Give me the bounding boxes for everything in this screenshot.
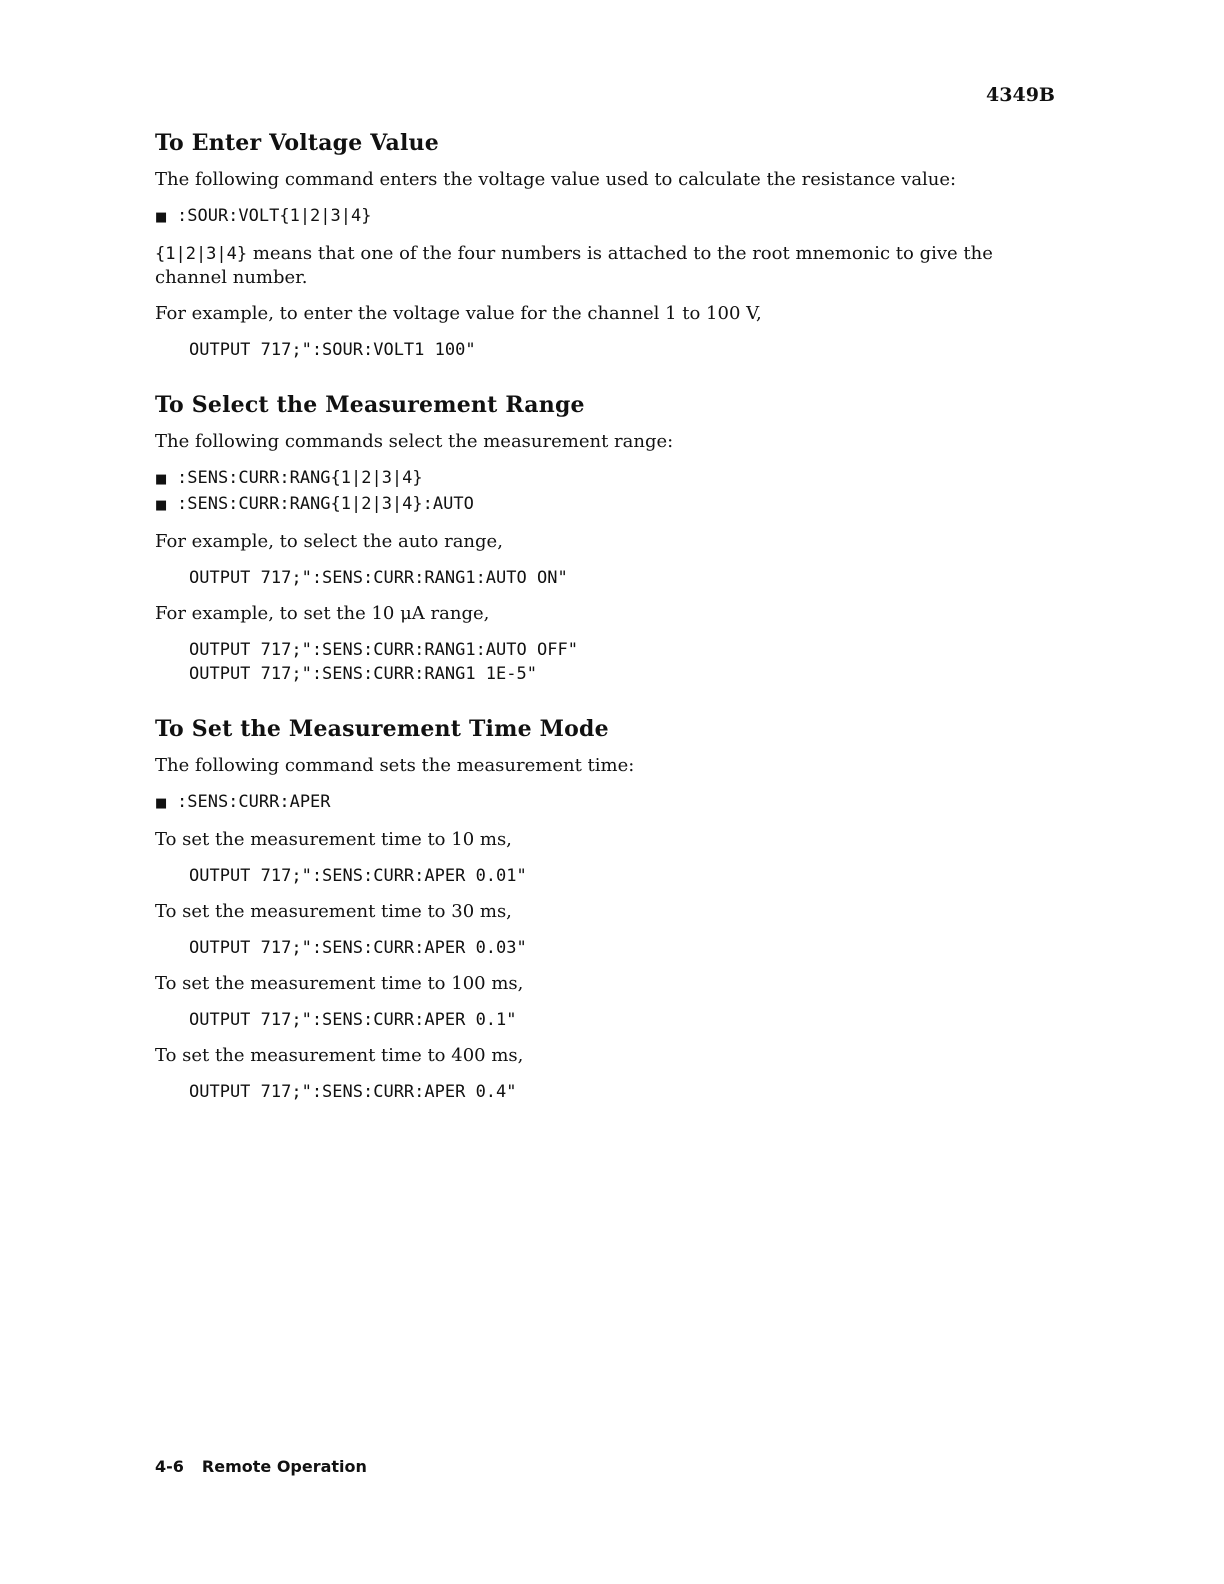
example-text: To set the measurement time to 100 ms, (155, 973, 524, 994)
section-intro: The following command enters the voltage value used to calculate the resistance value: (155, 169, 957, 190)
channel-note (155, 242, 1055, 290)
page-content (155, 130, 1055, 1134)
section-title: To Set the Measurement Time Mode (155, 716, 609, 742)
section-title: To Select the Measurement Range (155, 392, 585, 418)
command-item: ■ :SENS:CURR:RANG{1|2|3|4}:AUTO (155, 492, 1055, 518)
section-measurement-range (155, 392, 1055, 686)
section-intro: The following command sets the measurement time: (155, 755, 635, 776)
bullet-icon: ■ (155, 210, 168, 225)
bullet-icon: ■ (155, 796, 168, 811)
page-footer (155, 1457, 367, 1476)
chapter-title: Remote Operation (201, 1457, 367, 1476)
example-text: To set the measurement time to 10 ms, (155, 829, 512, 850)
command-item: ■ :SOUR:VOLT{1|2|3|4} (155, 204, 1055, 230)
example-code: OUTPUT 717;":SENS:CURR:APER 0.03" (189, 938, 527, 958)
command-list (155, 466, 1055, 518)
command-list (155, 204, 1055, 230)
example-text: For example, to set the 10 μA range, (155, 603, 490, 624)
bullet-icon: ■ (155, 472, 168, 487)
example-text: For example, to select the auto range, (155, 531, 503, 552)
example-text: To set the measurement time to 400 ms, (155, 1045, 524, 1066)
section-intro: The following commands select the measurement range: (155, 431, 674, 452)
example-code: OUTPUT 717;":SENS:CURR:APER 0.4" (189, 1082, 517, 1102)
channel-note-text: means that one of the four numbers is attached to the root mnemonic to give the channel number. (155, 243, 993, 288)
example-code: OUTPUT 717;":SENS:CURR:APER 0.1" (189, 1010, 517, 1030)
section-measurement-time (155, 716, 1055, 1104)
section-title: To Enter Voltage Value (155, 130, 439, 156)
section-enter-voltage (155, 130, 1055, 362)
channel-note-code: {1|2|3|4} (155, 244, 248, 264)
command-list (155, 790, 1055, 816)
example-text: To set the measurement time to 30 ms, (155, 901, 512, 922)
bullet-icon: ■ (155, 498, 168, 513)
command-item: ■ :SENS:CURR:RANG{1|2|3|4} (155, 466, 1055, 492)
page-number: 4-6 (155, 1457, 184, 1476)
example-code: OUTPUT 717;":SENS:CURR:RANG1 1E-5" (189, 664, 537, 684)
page-header-model: 4349B (986, 84, 1055, 106)
example-text: For example, to enter the voltage value for the channel 1 to 100 V, (155, 303, 762, 324)
command-item: ■ :SENS:CURR:APER (155, 790, 1055, 816)
example-code: OUTPUT 717;":SOUR:VOLT1 100" (189, 340, 476, 360)
example-code: OUTPUT 717;":SENS:CURR:RANG1:AUTO ON" (189, 568, 568, 588)
example-code: OUTPUT 717;":SENS:CURR:APER 0.01" (189, 866, 527, 886)
example-code: OUTPUT 717;":SENS:CURR:RANG1:AUTO OFF" (189, 640, 578, 660)
